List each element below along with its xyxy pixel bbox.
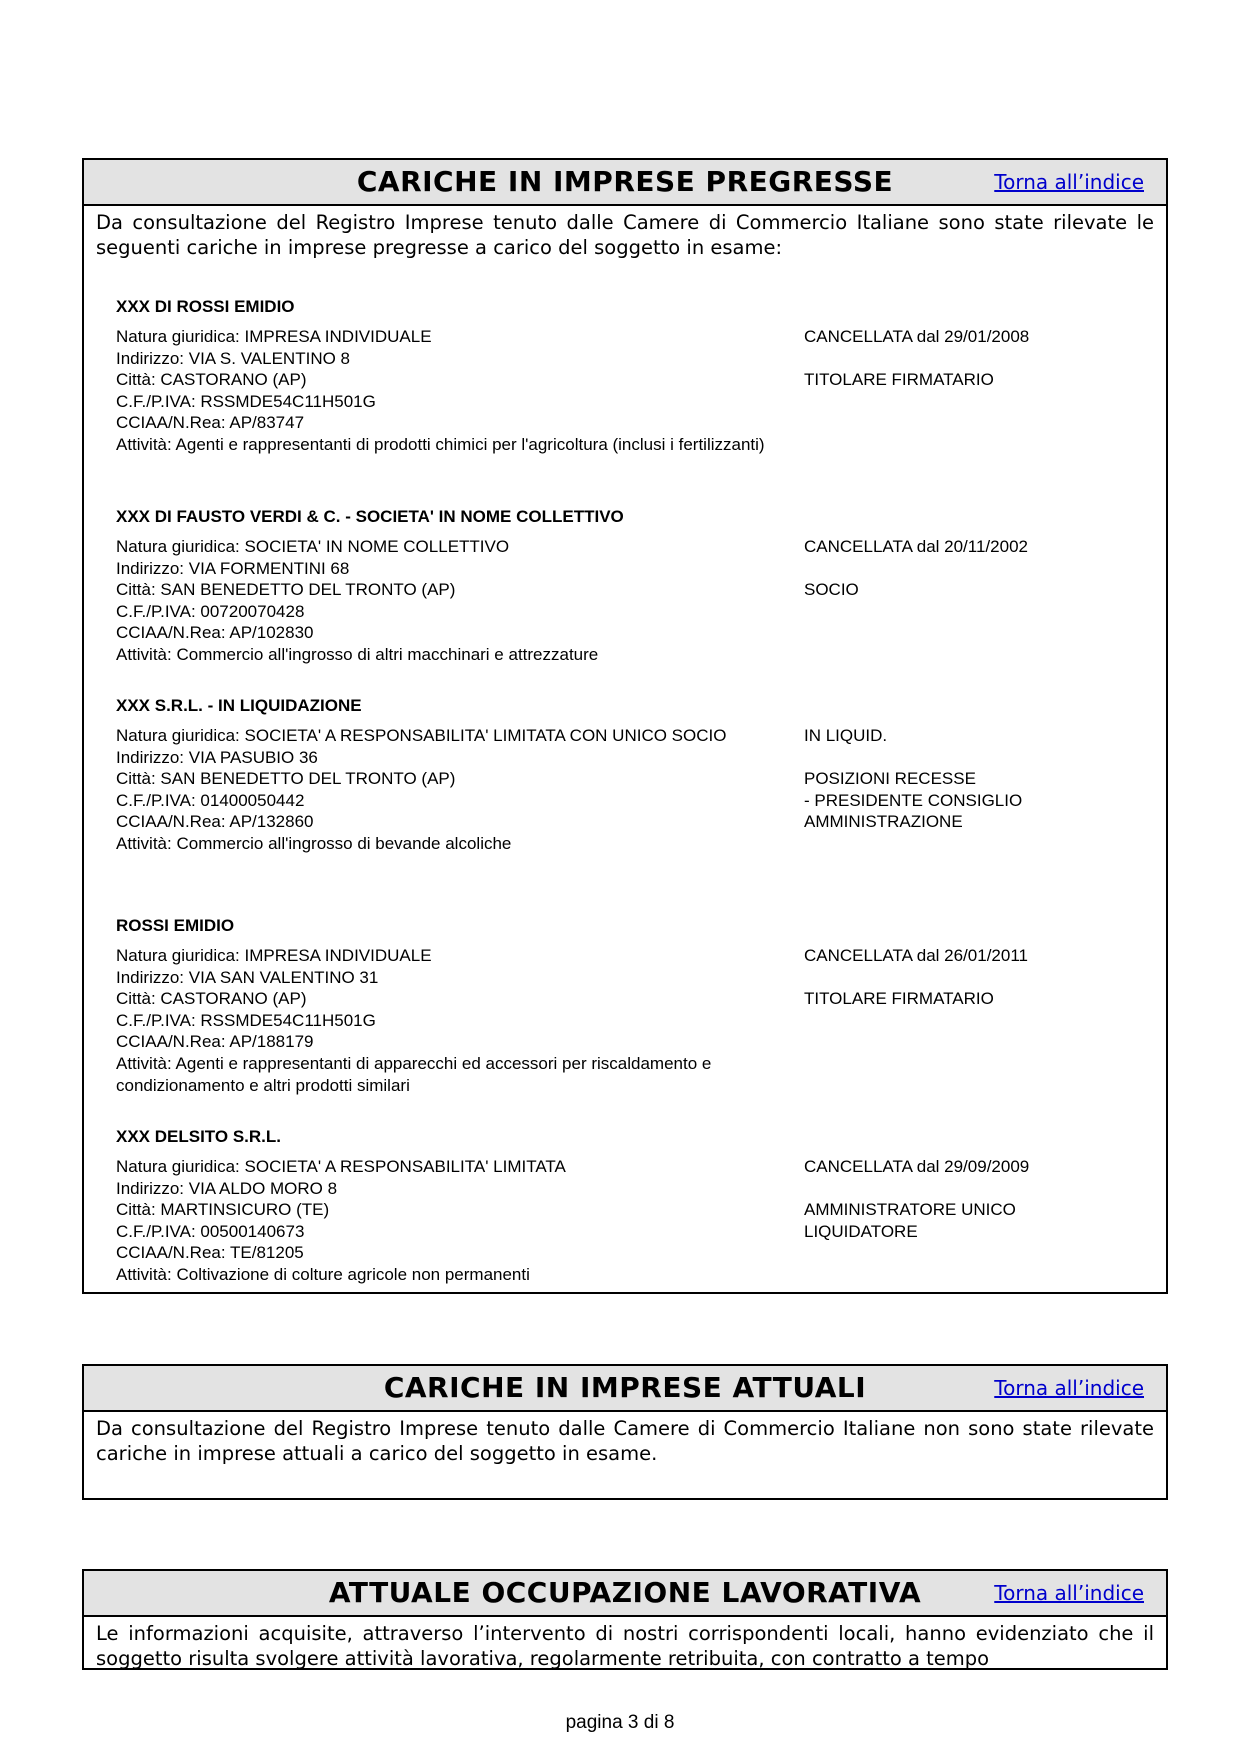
company-cf: C.F./P.IVA: 00500140673	[116, 1221, 305, 1241]
section-cariche-attuali	[82, 1364, 1168, 1500]
company-indirizzo: Indirizzo: VIA FORMENTINI 68	[116, 558, 350, 578]
company-natura: Natura giuridica: SOCIETA' IN NOME COLLETTIVO	[116, 537, 510, 556]
section-title: CARICHE IN IMPRESE ATTUALI	[383, 1371, 867, 1404]
back-to-index-link[interactable]: Torna all’indice	[994, 1581, 1144, 1605]
company-indirizzo: Indirizzo: VIA SAN VALENTINO 31	[116, 967, 379, 987]
company-attivita: Attività: Agenti e rappresentanti di prodotti chimici per l'agricoltura (inclusi i fertilizzanti)	[116, 434, 765, 454]
company-indirizzo: Indirizzo: VIA S. VALENTINO 8	[116, 348, 350, 368]
company-attivita: Attività: Coltivazione di colture agricole non permanenti	[116, 1264, 530, 1284]
section-intro: Da consultazione del Registro Imprese tenuto dalle Camere di Commercio Italiane non sono state rilevate cariche in imprese attuali a carico del soggetto in esame.	[96, 1417, 1154, 1465]
company-ruolo: POSIZIONI RECESSE	[804, 769, 976, 789]
company-cf: C.F./P.IVA: RSSMDE54C11H501G	[116, 1010, 376, 1030]
company-natura: Natura giuridica: IMPRESA INDIVIDUALE	[116, 327, 432, 346]
back-to-index-link[interactable]: Torna all’indice	[994, 1376, 1144, 1400]
company-citta: Città: SAN BENEDETTO DEL TRONTO (AP)	[116, 769, 456, 789]
section-occupazione-lavorativa	[82, 1569, 1168, 1670]
company-ruolo: AMMINISTRATORE UNICO	[804, 1200, 1016, 1220]
company-cf: C.F./P.IVA: 00720070428	[116, 601, 305, 621]
company-ruolo-extra: - PRESIDENTE CONSIGLIO AMMINISTRAZIONE	[804, 790, 1023, 832]
company-attivita: Attività: Commercio all'ingrosso di bevande alcoliche	[116, 833, 512, 853]
company-name: XXX DI ROSSI EMIDIO	[116, 297, 295, 316]
company-entry	[116, 506, 1146, 666]
company-attivita: Attività: Commercio all'ingrosso di altri macchinari e attrezzature	[116, 644, 599, 664]
company-ruolo-extra: LIQUIDATORE	[804, 1221, 918, 1241]
back-to-index-link[interactable]: Torna all’indice	[994, 170, 1144, 194]
company-name: XXX DELSITO S.R.L.	[116, 1127, 281, 1146]
company-rea: CCIAA/N.Rea: TE/81205	[116, 1243, 304, 1263]
section-header	[84, 1366, 1166, 1412]
company-ruolo: TITOLARE FIRMATARIO	[804, 989, 994, 1009]
company-indirizzo: Indirizzo: VIA ALDO MORO 8	[116, 1178, 338, 1198]
company-name: XXX DI FAUSTO VERDI & C. - SOCIETA' IN NOME COLLETTIVO	[116, 507, 624, 526]
company-ruolo-extra	[804, 601, 1144, 623]
company-citta: Città: SAN BENEDETTO DEL TRONTO (AP)	[116, 580, 456, 600]
section-intro: Le informazioni acquisite, attraverso l’intervento di nostri corrispondenti locali, hanno evidenziato che il soggetto risulta svolgere attività lavorativa, regolarmente retribuita, con contratto a tempo	[96, 1622, 1154, 1670]
company-cf: C.F./P.IVA: RSSMDE54C11H501G	[116, 391, 376, 411]
company-natura: Natura giuridica: SOCIETA' A RESPONSABILITA' LIMITATA CON UNICO SOCIO	[116, 726, 727, 745]
company-citta: Città: CASTORANO (AP)	[116, 370, 307, 390]
company-natura: Natura giuridica: SOCIETA' A RESPONSABILITA' LIMITATA	[116, 1157, 566, 1176]
section-intro: Da consultazione del Registro Imprese tenuto dalle Camere di Commercio Italiane sono state rilevate le seguenti cariche in imprese pregresse a carico del soggetto in esame:	[96, 211, 1154, 259]
company-entry	[116, 915, 1146, 1096]
page-number: pagina 3 di 8	[565, 1712, 675, 1733]
company-citta: Città: CASTORANO (AP)	[116, 989, 307, 1009]
company-entry	[116, 296, 1146, 456]
company-entry	[116, 695, 1146, 855]
company-rea: CCIAA/N.Rea: AP/102830	[116, 623, 314, 643]
company-stato: CANCELLATA dal 26/01/2011	[804, 946, 1028, 965]
section-title: CARICHE IN IMPRESE PREGRESSE	[356, 165, 894, 198]
company-entry	[116, 1126, 1146, 1286]
section-header	[84, 160, 1166, 206]
company-rea: CCIAA/N.Rea: AP/188179	[116, 1032, 314, 1052]
company-name: ROSSI EMIDIO	[116, 916, 235, 935]
company-stato: IN LIQUID.	[804, 726, 888, 745]
company-ruolo-extra	[804, 1010, 1144, 1032]
company-attivita: Attività: Agenti e rappresentanti di apparecchi ed accessori per riscaldamento e condizionamento e altri prodotti similari	[116, 1053, 712, 1095]
company-natura: Natura giuridica: IMPRESA INDIVIDUALE	[116, 946, 432, 965]
company-stato: CANCELLATA dal 20/11/2002	[804, 537, 1028, 556]
company-indirizzo: Indirizzo: VIA PASUBIO 36	[116, 747, 318, 767]
company-ruolo-extra	[804, 391, 1144, 413]
section-title: ATTUALE OCCUPAZIONE LAVORATIVA	[328, 1576, 922, 1609]
section-cariche-pregresse	[82, 158, 1168, 1294]
company-rea: CCIAA/N.Rea: AP/83747	[116, 413, 305, 433]
company-rea: CCIAA/N.Rea: AP/132860	[116, 812, 314, 832]
section-header	[84, 1571, 1166, 1617]
company-stato: CANCELLATA dal 29/09/2009	[804, 1157, 1030, 1176]
company-cf: C.F./P.IVA: 01400050442	[116, 790, 305, 810]
company-ruolo: SOCIO	[804, 580, 859, 600]
company-name: XXX S.R.L. - IN LIQUIDAZIONE	[116, 696, 362, 715]
company-ruolo: TITOLARE FIRMATARIO	[804, 370, 994, 390]
company-citta: Città: MARTINSICURO (TE)	[116, 1200, 330, 1220]
company-stato: CANCELLATA dal 29/01/2008	[804, 327, 1030, 346]
